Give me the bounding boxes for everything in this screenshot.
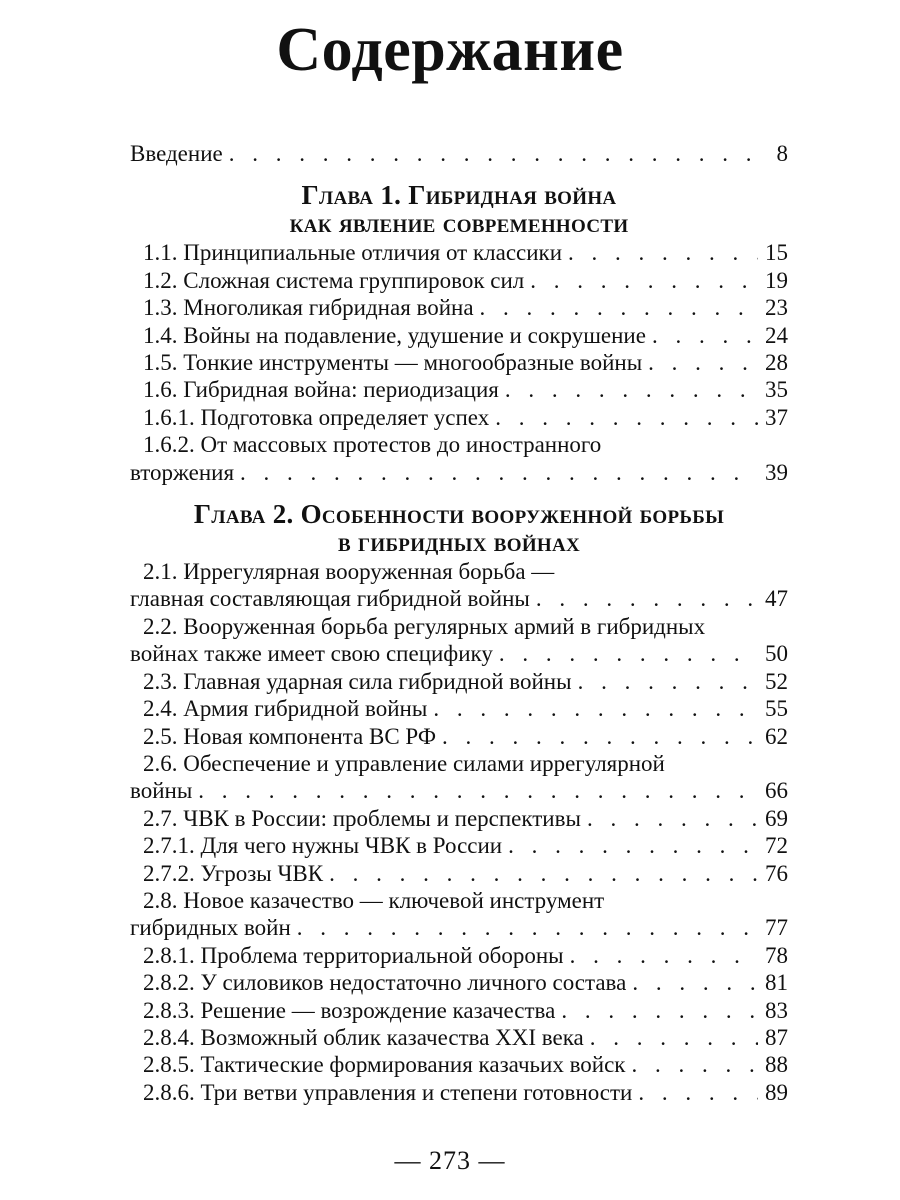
toc-entry[interactable] — [130, 832, 788, 859]
dot-leader — [198, 777, 758, 804]
toc-entry[interactable] — [130, 969, 788, 996]
toc-page-number: 23 — [765, 295, 788, 321]
toc-entry-label: 1.3. Многоликая гибридная война — [143, 295, 474, 321]
toc-entry-label: 1.2. Сложная система группировок сил — [143, 267, 525, 293]
dot-leader — [240, 459, 758, 486]
toc-entry[interactable] — [130, 805, 788, 832]
toc-page-number: 76 — [765, 860, 788, 886]
toc-entry-label: 2.3. Главная ударная сила гибридной войны — [143, 668, 572, 694]
toc-entry[interactable] — [130, 459, 788, 486]
toc-entry[interactable] — [130, 723, 788, 750]
toc-entry[interactable] — [130, 914, 788, 941]
toc-page-number: 78 — [765, 942, 788, 968]
toc-entry-label: 2.8.1. Проблема территориальной обороны — [143, 942, 564, 968]
toc-page-number: 15 — [765, 240, 788, 266]
toc-entry[interactable] — [130, 349, 788, 376]
toc-page-number: 39 — [765, 459, 788, 485]
dot-leader — [499, 640, 758, 667]
dot-leader — [578, 668, 758, 695]
toc-entry-label: 2.7. ЧВК в России: проблемы и перспективы — [143, 805, 581, 831]
toc-entry[interactable] — [130, 239, 788, 266]
chapter-1-heading[interactable] — [130, 181, 788, 237]
dot-leader — [570, 942, 758, 969]
toc-page-number: 83 — [765, 997, 788, 1023]
chapter-2-title-line2: в гибридных войнах — [337, 527, 581, 558]
toc-entry[interactable] — [130, 1079, 788, 1106]
dot-leader — [433, 695, 758, 722]
toc-entry-label-line1[interactable]: 2.6. Обеспечение и управление силами иррегулярной — [143, 750, 665, 776]
dot-leader — [508, 832, 758, 859]
toc-page-number: 24 — [765, 322, 788, 348]
toc-page-number: 8 — [776, 141, 788, 166]
toc-entry-label-line2: войны — [130, 778, 193, 804]
dot-leader — [505, 376, 758, 403]
toc-entry-label: 2.8.5. Тактические формирования казачьих войск — [143, 1052, 626, 1078]
toc-entry-label: 1.4. Войны на подавление, удушение и сокрушение — [143, 322, 646, 348]
toc-entry[interactable] — [130, 404, 788, 431]
toc-entry[interactable] — [130, 376, 788, 403]
toc-page-number: 89 — [765, 1079, 788, 1105]
toc-page-number: 37 — [765, 404, 788, 430]
toc-entry-label: Введение — [130, 141, 223, 166]
toc-entry-label-line2: войнах также имеет свою специфику — [130, 641, 493, 667]
toc-page-number: 77 — [765, 915, 788, 941]
toc-page-number: 47 — [765, 586, 788, 612]
chapter-2-title-line1: Глава 2. Особенности вооруженной борьбы — [193, 499, 725, 530]
chapter-2-heading[interactable] — [130, 500, 788, 556]
toc-entry-label-line1[interactable]: 2.8. Новое казачество — ключевой инструмент — [143, 887, 605, 913]
toc-entry[interactable] — [130, 997, 788, 1024]
toc-entry-label-line1[interactable]: 1.6.2. От массовых протестов до иностранного — [143, 432, 602, 458]
page-title: Содержание — [276, 16, 624, 84]
toc-page-number: 62 — [765, 723, 788, 749]
toc-entry[interactable] — [130, 777, 788, 804]
toc-entry-label-line2: главная составляющая гибридной войны — [130, 586, 530, 612]
toc-entry-label: 2.8.2. У силовиков недостаточно личного состава — [143, 970, 627, 996]
toc-page-number: 28 — [765, 350, 788, 376]
page-number-folio: — 273 — — [394, 1146, 506, 1175]
toc-entry[interactable] — [130, 1051, 788, 1078]
toc-entry-label-line2: вторжения — [130, 459, 235, 485]
toc-entry[interactable] — [130, 267, 788, 294]
dot-leader — [648, 349, 758, 376]
toc-entry-label: 2.8.6. Три ветви управления и степени готовности — [143, 1079, 633, 1105]
toc-page-number: 55 — [765, 696, 788, 722]
toc-entry[interactable] — [130, 668, 788, 695]
dot-leader — [329, 860, 758, 887]
dot-leader — [530, 267, 758, 294]
toc-entry[interactable] — [130, 322, 788, 349]
chapter-1-title-line1: Глава 1. Гибридная война — [301, 180, 617, 211]
toc-entry-label: 1.5. Тонкие инструменты — многообразные войны — [143, 350, 643, 376]
toc-entry-label: 2.7.1. Для чего нужны ЧВК в России — [143, 833, 503, 859]
toc-entry-label: 2.7.2. Угрозы ЧВК — [143, 860, 324, 886]
toc-entry-label: 2.8.4. Возможный облик казачества XXI века — [143, 1024, 584, 1050]
toc-entry[interactable] — [130, 294, 788, 321]
table-of-contents — [130, 140, 788, 1106]
toc-page-number: 87 — [765, 1024, 788, 1050]
dot-leader — [561, 997, 758, 1024]
toc-entry-label-line1[interactable]: 2.1. Иррегулярная вооруженная борьба — — [143, 559, 555, 585]
toc-entry-label-line1[interactable]: 2.2. Вооруженная борьба регулярных армий в гибридных — [143, 613, 706, 639]
dot-leader — [652, 322, 758, 349]
dot-leader — [638, 1079, 758, 1106]
toc-entry[interactable] — [130, 860, 788, 887]
dot-leader — [480, 294, 758, 321]
chapter-1-title-line2: как явление современности — [289, 208, 629, 239]
dot-leader — [590, 1024, 758, 1051]
dot-leader — [568, 239, 758, 266]
dot-leader — [536, 585, 758, 612]
toc-entry-label: 2.8.3. Решение — возрождение казачества — [143, 997, 556, 1023]
toc-page-number: 50 — [765, 641, 788, 667]
dot-leader — [229, 140, 758, 167]
toc-page-number: 19 — [765, 267, 788, 293]
toc-page-number: 69 — [765, 805, 788, 831]
toc-page-number: 72 — [765, 833, 788, 859]
toc-entry[interactable] — [130, 695, 788, 722]
toc-entry-label: 1.1. Принципиальные отличия от классики — [143, 240, 563, 266]
toc-entry[interactable] — [130, 640, 788, 667]
toc-entry-label-line2: гибридных войн — [130, 915, 291, 941]
toc-entry[interactable] — [130, 585, 788, 612]
dot-leader — [495, 404, 758, 431]
toc-page-number: 35 — [765, 377, 788, 403]
dot-leader — [442, 723, 758, 750]
toc-entry-label: 2.4. Армия гибридной войны — [143, 696, 428, 722]
dot-leader — [587, 805, 758, 832]
toc-entry-intro[interactable] — [130, 140, 788, 167]
dot-leader — [632, 969, 758, 996]
dot-leader — [297, 914, 758, 941]
toc-entry[interactable] — [130, 942, 788, 969]
dot-leader — [631, 1051, 758, 1078]
toc-page-number: 52 — [765, 668, 788, 694]
toc-page-number: 81 — [765, 970, 788, 996]
toc-entry-label: 1.6.1. Подготовка определяет успех — [143, 404, 490, 430]
toc-entry[interactable] — [130, 1024, 788, 1051]
toc-entry-label: 1.6. Гибридная война: периодизация — [143, 377, 499, 403]
toc-page-number: 88 — [765, 1052, 788, 1078]
toc-entry-label: 2.5. Новая компонента ВС РФ — [143, 723, 437, 749]
toc-page-number: 66 — [765, 778, 788, 804]
